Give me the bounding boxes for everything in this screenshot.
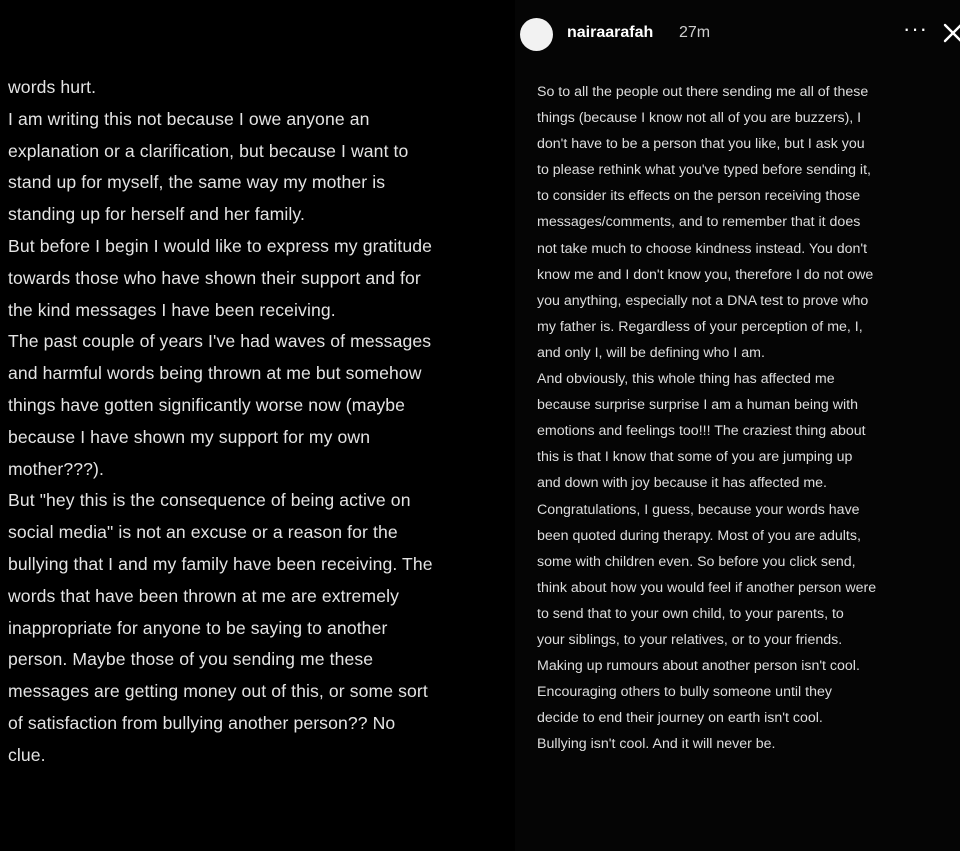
- post-text-line: words hurt.: [8, 77, 97, 97]
- avatar[interactable]: [520, 18, 553, 51]
- post-text-line: words that have been thrown at me are extremely: [8, 585, 399, 606]
- story-text-line: you anything, especially not a DNA test to prove who: [537, 292, 869, 309]
- post-text-line: of satisfaction from bullying another person?? No: [8, 712, 396, 733]
- story-header: [515, 14, 960, 54]
- story-text-line: don't have to be a person that you like, but I ask you: [537, 136, 865, 153]
- story-text-line: think about how you would feel if another person were: [537, 579, 877, 596]
- post-text-line: explanation or a clarification, but because I want to: [8, 140, 409, 161]
- story-text-line: to send that to your own child, to your parents, to: [537, 605, 844, 622]
- post-text-line: mother???).: [8, 458, 104, 479]
- story-text-line: been quoted during therapy. Most of you are adults,: [537, 527, 861, 544]
- post-text-line: But "hey this is the consequence of being active on: [8, 490, 411, 511]
- story-text-line: Bullying isn't cool. And it will never be.: [537, 736, 776, 753]
- story-text-line: and down with joy because it has affected me.: [537, 475, 827, 492]
- story-text-line: Congratulations, I guess, because your words have: [537, 501, 860, 518]
- story-text-line: emotions and feelings too!!! The craziest thing about: [537, 423, 866, 440]
- post-text-line: towards those who have shown their support and for: [8, 267, 421, 288]
- story-text-line: know me and I don't know you, therefore I do not owe: [537, 266, 874, 283]
- story-timestamp: 27m: [679, 24, 711, 41]
- story-text-line: your siblings, to your relatives, or to your friends.: [537, 631, 843, 648]
- left-post-text: [8, 72, 508, 772]
- story-text-line: some with children even. So before you click send,: [537, 553, 856, 570]
- post-text-line: clue.: [8, 744, 46, 765]
- story-text-line: this is that I know that some of you are jumping up: [537, 449, 853, 466]
- post-text-line: because I have shown my support for my own: [8, 426, 371, 447]
- story-text-line: not take much to choose kindness instead. You don't: [537, 240, 868, 257]
- story-text-line: Encouraging others to bully someone until they: [537, 684, 832, 701]
- post-text-line: The past couple of years I've had waves of messages: [8, 331, 432, 352]
- post-text-line: bullying that I and my family have been receiving. The: [8, 553, 433, 574]
- close-icon[interactable]: [941, 21, 960, 45]
- post-text-line: messages are getting money out of this, or some sort: [8, 681, 428, 702]
- story-text-line: decide to end their journey on earth isn't cool.: [537, 710, 823, 727]
- story-text-line: Making up rumours about another person isn't cool.: [537, 658, 860, 675]
- post-text-line: stand up for myself, the same way my mother is: [8, 172, 386, 193]
- post-text-line: and harmful words being thrown at me but somehow: [8, 363, 422, 384]
- story-text-line: things (because I know not all of you are buzzers), I: [537, 110, 862, 127]
- post-text-line: social media" is not an excuse or a reason for the: [8, 522, 398, 543]
- story-text-line: and only I, will be defining who I am.: [537, 344, 765, 361]
- story-text: [537, 79, 957, 757]
- post-text-line: things have gotten significantly worse now (maybe: [8, 394, 406, 415]
- story-username[interactable]: nairaarafah: [567, 24, 654, 41]
- post-text-line: person. Maybe those of you sending me these: [8, 649, 374, 670]
- post-text-line: standing up for herself and her family.: [8, 204, 305, 225]
- post-text-line: inappropriate for anyone to be saying to another: [8, 617, 388, 638]
- story-text-line: to please rethink what you've typed before sending it,: [537, 162, 871, 179]
- post-text-line: the kind messages I have been receiving.: [8, 299, 336, 320]
- story-text-line: So to all the people out there sending me all of these: [537, 84, 869, 100]
- story-text-line: because surprise surprise I am a human being with: [537, 397, 858, 414]
- story-panel: [515, 0, 960, 851]
- post-text-line: But before I begin I would like to express my gratitude: [8, 235, 433, 256]
- more-options-icon[interactable]: ···: [903, 16, 928, 41]
- story-text-line: messages/comments, and to remember that it does: [537, 214, 861, 231]
- post-text-line: I am writing this not because I owe anyone an: [8, 108, 370, 129]
- story-text-line: And obviously, this whole thing has affected me: [537, 371, 835, 388]
- story-text-line: my father is. Regardless of your perception of me, I,: [537, 318, 863, 335]
- story-text-line: to consider its effects on the person receiving those: [537, 188, 861, 205]
